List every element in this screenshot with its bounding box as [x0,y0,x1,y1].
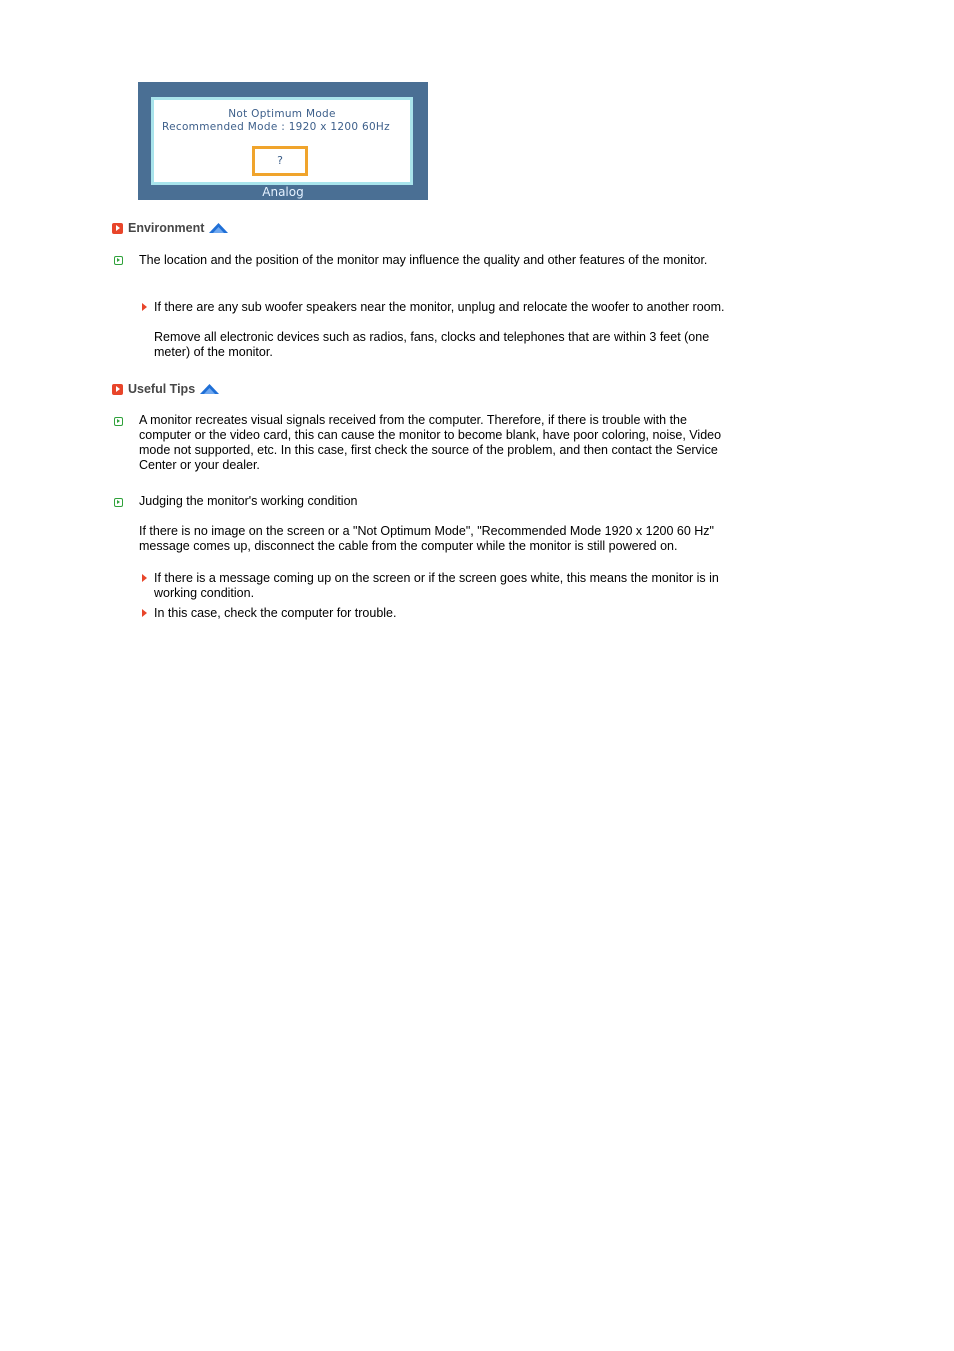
red-triangle-arrow-icon [142,574,147,582]
back-to-top-icon[interactable] [209,223,228,233]
useful-tips-heading-text: Useful Tips [128,382,196,396]
green-play-square-icon [114,417,123,426]
osd-caption: Analog [262,185,304,199]
osd-illustration [138,82,428,200]
osd-screen [151,97,413,185]
green-play-square-icon [114,498,123,507]
useful-tips-heading [112,382,219,396]
osd-not-optimum-text: Not Optimum Mode [228,108,336,120]
green-play-square-icon [114,256,123,265]
osd-question-box: ? [252,146,308,176]
useful-tips-sub-item-1: If there is a message coming up on the screen or if the screen goes white, this means the monitor is in working condition. [154,571,719,600]
environment-paragraph: The location and the position of the monitor may influence the quality and other features of the monitor. [139,253,708,267]
environment-sub-item-1-continued: Remove all electronic devices such as radios, fans, clocks and telephones that are within 3 feet (one meter) of the monitor. [154,330,710,359]
red-triangle-arrow-icon [142,303,147,311]
red-play-square-icon [112,223,123,234]
environment-sub-item-1: If there are any sub woofer speakers near the monitor, unplug and relocate the woofer to another room. [154,300,725,314]
working-condition-title: Judging the monitor's working condition [139,494,358,508]
working-condition-body: If there is no image on the screen or a "Not Optimum Mode", "Recommended Mode 1920 x 1200 60 Hz" message comes up, disconnect the cable from the computer while the monitor is still powered on. [139,524,714,553]
red-play-square-icon [112,384,123,395]
osd-recommended-text: Recommended Mode : 1920 x 1200 60Hz [162,121,390,133]
environment-heading-text: Environment [128,221,205,235]
back-to-top-icon[interactable] [200,384,219,394]
useful-tips-paragraph: A monitor recreates visual signals received from the computer. Therefore, if there is trouble with the computer or the video card, this can cause the monitor to become blank, have poor coloring, noise, Video mode not supported, etc. In this case, first check the source of the problem, and then contact the Service Center or your dealer. [139,413,722,472]
red-triangle-arrow-icon [142,609,147,617]
environment-heading [112,221,228,235]
useful-tips-sub-item-2: In this case, check the computer for trouble. [154,606,397,620]
